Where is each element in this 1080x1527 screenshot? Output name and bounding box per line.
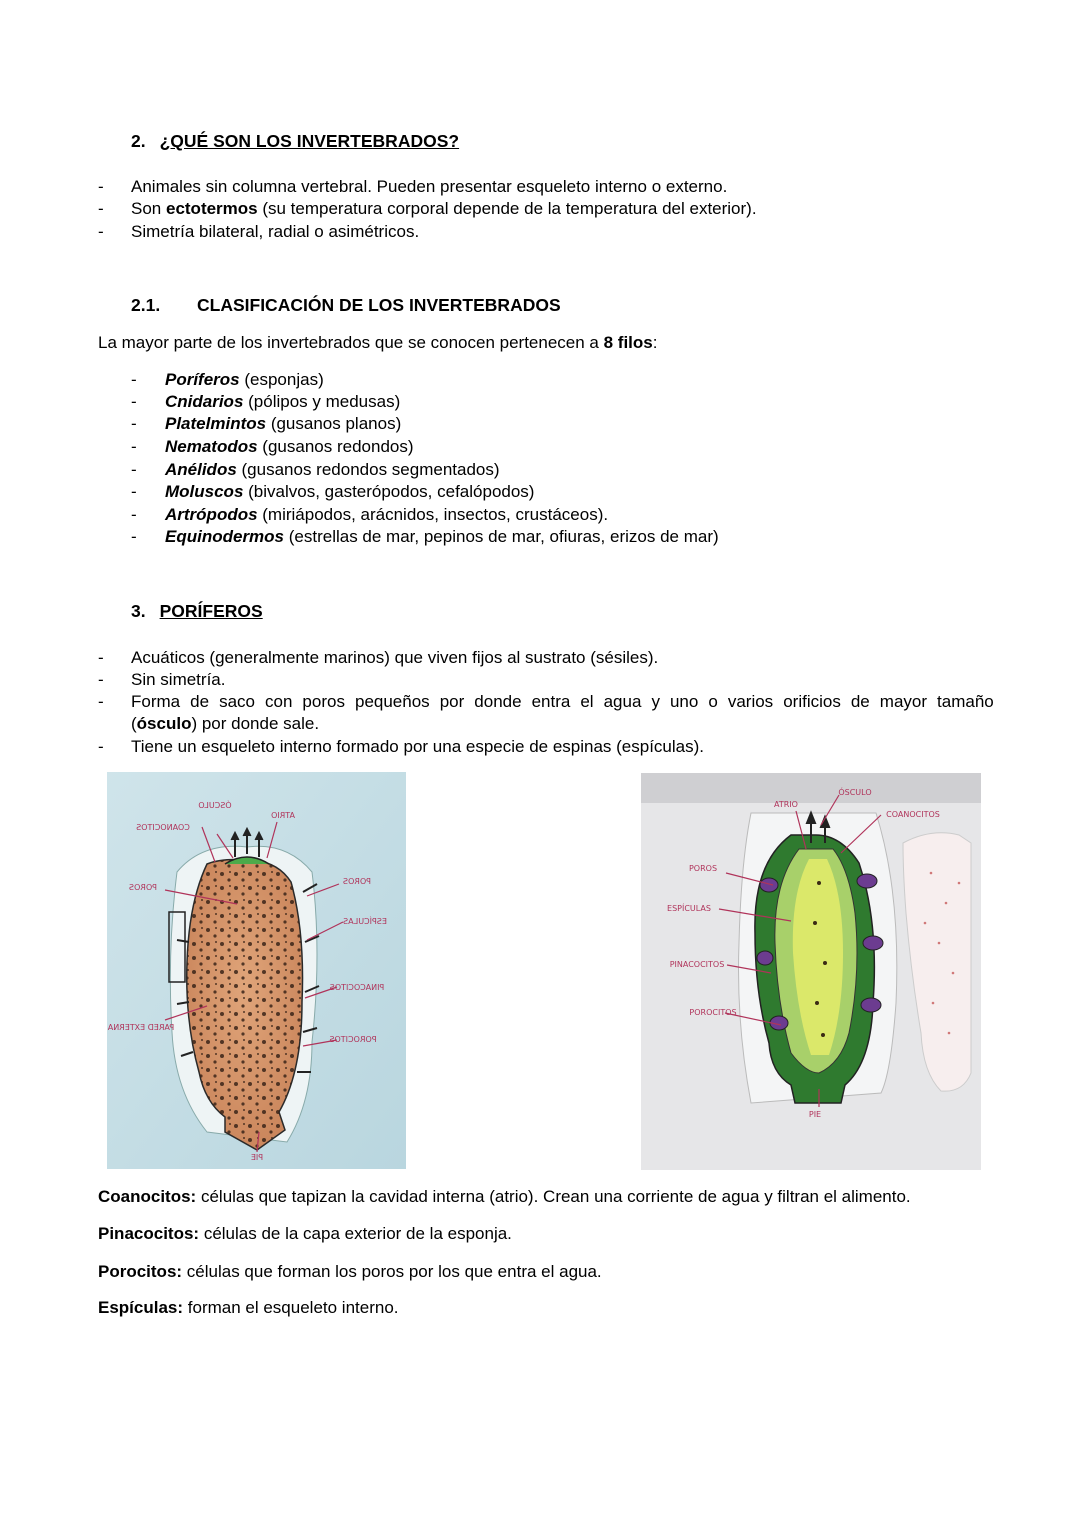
bullet-dash: - [98,648,104,667]
label-osculo: ÓSCULO [198,801,232,810]
label-espiculas: ESPÍCULAS [343,917,387,926]
list-item: Anélidos (gusanos redondos segmentados) [165,460,500,479]
sponge-section-photo [641,773,981,1170]
section-title: CLASIFICACIÓN DE LOS INVERTEBRADOS [197,295,561,315]
list-dash: - [131,505,137,524]
sponge-exterior-photo [107,772,406,1169]
list-dash: - [131,437,137,456]
label-atrio: ATRIO [271,811,295,820]
bullet-dash: - [98,177,104,196]
section-2-1-heading [131,295,561,316]
section-number: 3. [131,601,146,621]
section-intro: La mayor parte de los invertebrados que se conocen pertenecen a 8 filos: [98,333,658,352]
list-item: Cnidarios (pólipos y medusas) [165,392,401,411]
label-poros: POROS [688,864,718,873]
section-title: ¿QUÉ SON LOS INVERTEBRADOS? [159,131,460,151]
list-dash: - [131,414,137,433]
label-coanocitos: COANOCITOS [136,823,190,832]
definition-pinacocitos: Pinacocitos: células de la capa exterior de la esponja. [98,1224,512,1243]
section-number: 2.1. [131,295,161,315]
list-item: Platelmintos (gusanos planos) [165,414,402,433]
list-item: Nematodos (gusanos redondos) [165,437,414,456]
bullet-dash: - [98,737,104,756]
label-poros-left: POROS [128,883,158,892]
bullet-item: Forma de saco con poros pequeños por donde entra el agua y uno o varios orificios de mayor tamaño [131,692,994,711]
list-dash: - [131,392,137,411]
section-3-heading [131,601,263,622]
bullet-dash: - [98,670,104,689]
label-osculo: ÓSCULO [838,788,872,797]
definition-coanocitos: Coanocitos: células que tapizan la cavidad interna (atrio). Crean una corriente de agua y filtran el alimento. [98,1187,911,1206]
list-item: Artrópodos (miriápodos, arácnidos, insectos, crustáceos). [165,505,609,524]
bullet-item: Sin simetría. [131,670,226,689]
bullet-dash: - [98,692,104,711]
label-poros-right: POROS [342,877,372,886]
bullet-item: Animales sin columna vertebral. Pueden presentar esqueleto interno o externo. [131,177,728,196]
bullet-item-continuation: (ósculo) por donde sale. [131,714,320,733]
section-title: PORÍFEROS [159,601,263,621]
label-pinacocitos: PINACOCITOS [329,983,385,992]
bullet-item: Son ectotermos (su temperatura corporal depende de la temperatura del exterior). [131,199,757,218]
label-pie: PIE [250,1153,264,1162]
label-pie: PIE [808,1110,822,1119]
label-porocitos: POROCITOS [689,1008,737,1017]
list-item: Equinodermos (estrellas de mar, pepinos de mar, ofiuras, erizos de mar) [165,527,719,546]
section-2-heading [131,131,459,152]
bullet-dash: - [98,199,104,218]
bullet-dash: - [98,222,104,241]
list-item: Poríferos (esponjas) [165,370,324,389]
label-pinacocitos: PINACOCITOS [669,960,725,969]
list-item: Moluscos (bivalvos, gasterópodos, cefalópodos) [165,482,535,501]
label-atrio: ATRIO [774,800,798,809]
label-pared: PARED EXTERNA [107,1023,175,1032]
section-number: 2. [131,131,146,151]
bullet-item: Acuáticos (generalmente marinos) que viven fijos al sustrato (sésiles). [131,648,659,667]
list-dash: - [131,482,137,501]
label-espiculas: ESPÍCULAS [667,904,711,913]
list-dash: - [131,527,137,546]
list-dash: - [131,370,137,389]
list-dash: - [131,460,137,479]
definition-espiculas: Espículas: forman el esqueleto interno. [98,1298,399,1317]
label-coanocitos: COANOCITOS [886,810,940,819]
bullet-item: Tiene un esqueleto interno formado por una especie de espinas (espículas). [131,737,705,756]
label-porocitos: POROCITOS [329,1035,377,1044]
definition-porocitos: Porocitos: células que forman los poros por los que entra el agua. [98,1262,602,1281]
bullet-item: Simetría bilateral, radial o asimétricos. [131,222,420,241]
